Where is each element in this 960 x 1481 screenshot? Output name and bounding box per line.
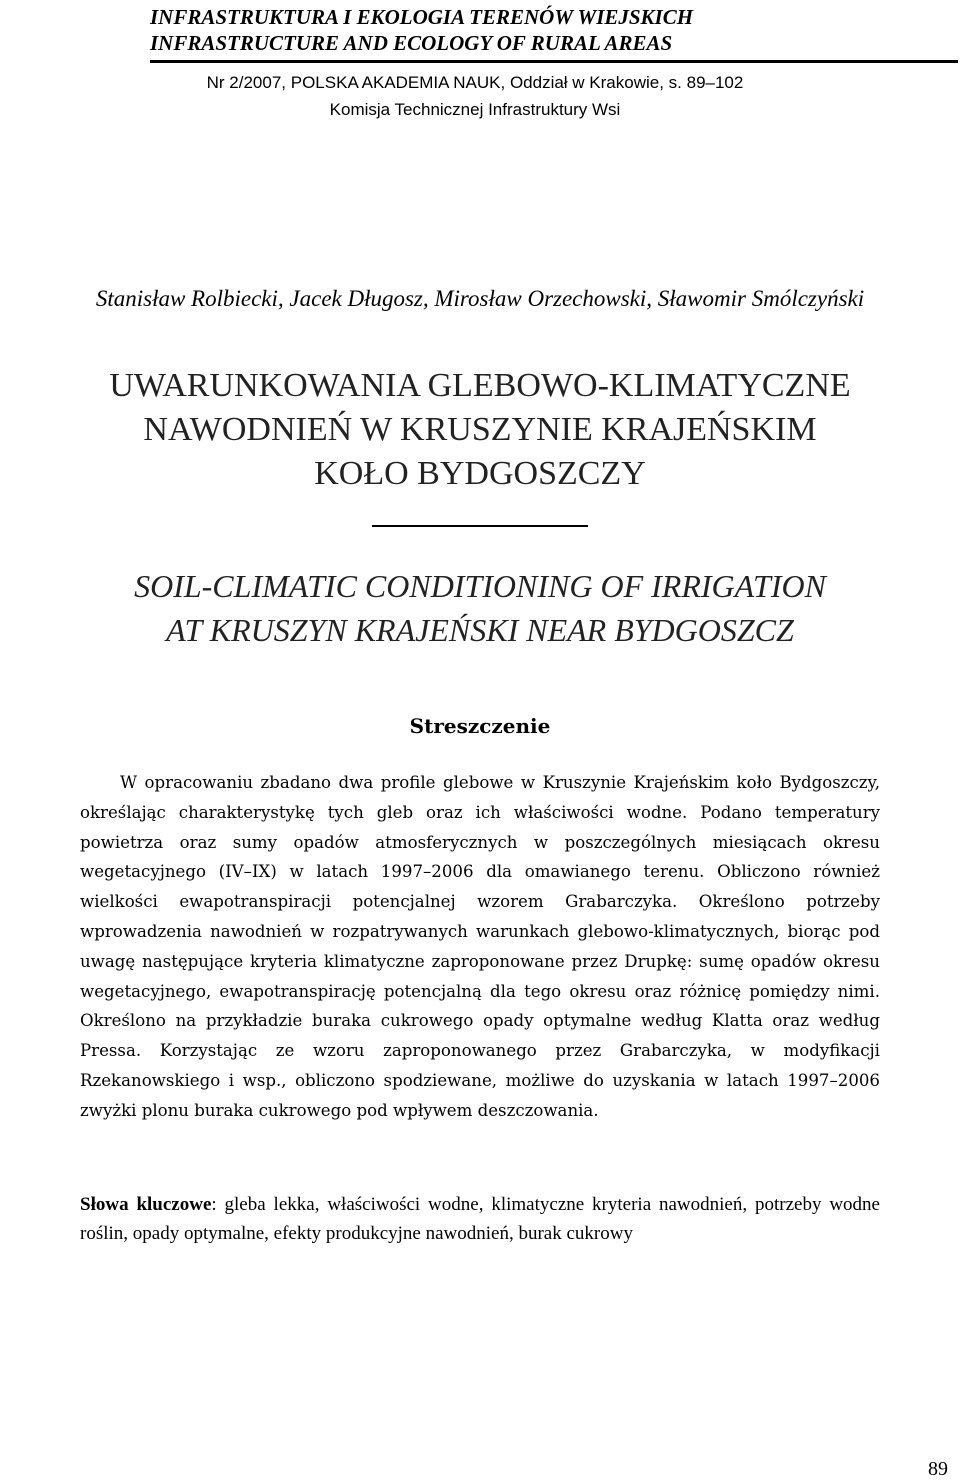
- title-separator: [372, 525, 588, 527]
- journal-header: [150, 4, 693, 56]
- abstract-body: W opracowaniu zbadano dwa profile glebowe w Kruszynie Krajeńskim koło Bydgoszczy, określając charakterystykę tych gleb oraz ich właściwości wodne. Podano temperatury powietrza oraz sumy opadów atmosferycznych w poszczególnych miesiącach okresu wegetacyjnego (IV–IX) w latach 1997–2006 dla omawianego terenu. Obliczono również wielkości ewapotranspiracji potencjalnej wzorem Grabarczyka. Określono potrzeby wprowadzenia nawodnień w rozpatrywanych warunkach glebowo-klimatycznych, biorąc pod uwagę następujące kryteria klimatyczne zaproponowane przez Drupkę: sumę opadów okresu wegetacyjnego, ewapotranspirację potencjalną dla tego okresu oraz różnicę pomiędzy nimi. Określono na przykładzie buraka cukrowego opady optymalne według Klatta oraz według Pressa. Korzystając ze wzoru zaproponowanego przez Grabarczyka, w modyfikacji Rzekanowskiego i wsp., obliczono spodziewane, możliwe do uzyskania w latach 1997–2006 zwyżki plonu buraka cukrowego pod wpływem deszczowania.: [80, 773, 880, 1120]
- title-english: [0, 564, 960, 652]
- authors: Stanisław Rolbiecki, Jacek Długosz, Mirosław Orzechowski, Sławomir Smólczyński: [95, 286, 865, 311]
- title-pl-line-1: UWARUNKOWANIA GLEBOWO-KLIMATYCZNE: [109, 367, 851, 404]
- abstract-heading: Streszczenie: [409, 714, 551, 738]
- issue-info: Nr 2/2007, POLSKA AKADEMIA NAUK, Oddział w Krakowie, s. 89–102: [206, 73, 744, 92]
- keywords-text: : gleba lekka, właściwości wodne, klimatyczne kryteria nawodnień, potrzeby wodne roślin, opady optymalne, efekty produkcyjne nawodnień, burak cukrowy: [80, 1194, 880, 1244]
- keywords: [80, 1190, 880, 1248]
- title-polish: [0, 364, 960, 496]
- page-number: 89: [928, 1458, 948, 1480]
- keywords-label: Słowa kluczowe: [80, 1194, 212, 1215]
- title-en-line-2: AT KRUSZYN KRAJEŃSKI NEAR BYDGOSZCZ: [166, 612, 794, 648]
- title-pl-line-2: NAWODNIEŃ W KRUSZYNIE KRAJEŃSKIM: [143, 411, 817, 448]
- title-en-line-1: SOIL-CLIMATIC CONDITIONING OF IRRIGATION: [134, 568, 826, 604]
- journal-title-en: INFRASTRUCTURE AND ECOLOGY OF RURAL AREAS: [150, 31, 673, 55]
- header-rule: [150, 60, 958, 63]
- commission-info: Komisja Technicznej Infrastruktury Wsi: [329, 100, 621, 119]
- title-pl-line-3: KOŁO BYDGOSZCZY: [314, 455, 646, 492]
- journal-title-pl: INFRASTRUKTURA I EKOLOGIA TERENÓW WIEJSKICH: [150, 5, 694, 29]
